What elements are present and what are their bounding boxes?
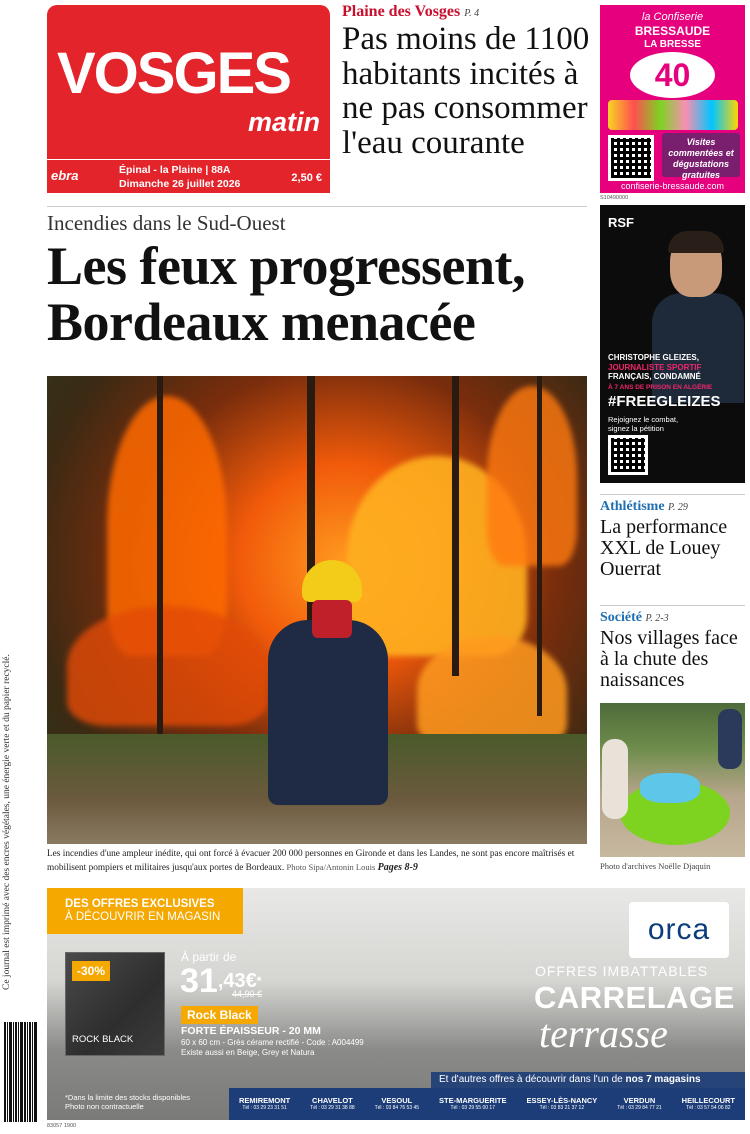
qr-code-icon[interactable] xyxy=(608,135,654,181)
societe-photo-credit: Photo d'archives Noëlle Djaquin xyxy=(600,861,711,871)
athletisme-kicker[interactable] xyxy=(600,499,688,515)
main-story-title[interactable]: Les feux progressent, Bordeaux menacée xyxy=(47,236,525,352)
orca-offers-title: DES OFFRES EXCLUSIVES xyxy=(65,898,215,910)
product-specs xyxy=(181,1025,364,1058)
stores-header-bold: nos 7 magasins xyxy=(625,1074,701,1085)
spec-size: 60 x 60 cm - Grès cérame rectifié - Code : A004499 xyxy=(181,1038,364,1047)
orca-disclaimer xyxy=(65,1093,190,1111)
visit-text: Visites commentées et dégustations gratuites xyxy=(662,133,740,177)
rsf-hashtag[interactable]: #FREEGLEIZES xyxy=(608,393,721,410)
tile-name: ROCK BLACK xyxy=(72,1034,134,1045)
top-story-section: Plaine des Vosges xyxy=(342,3,461,20)
store-item[interactable]: HEILLECOURT Tél : 03 57 54 06 82 xyxy=(681,1096,735,1111)
confiserie-line3: LA BRESSE xyxy=(644,39,701,50)
stores-list xyxy=(229,1088,745,1120)
barcode xyxy=(4,1022,44,1122)
disclaimer-stock: *Dans la limite des stocks disponibles xyxy=(65,1093,191,1102)
confiserie-url[interactable]: confiserie-bressaude.com xyxy=(620,181,725,191)
eco-print-note xyxy=(2,560,22,990)
price-star: * xyxy=(256,974,262,988)
store-item[interactable]: STE-MARGUERITE Tél : 03 29 55 00 17 xyxy=(439,1096,507,1111)
athletisme-page: P. 29 xyxy=(668,502,688,513)
stores-header xyxy=(431,1072,745,1088)
pages-ref[interactable]: Pages 8-9 xyxy=(377,861,418,873)
orca-logo[interactable]: orca xyxy=(629,902,729,958)
confiserie-ad[interactable] xyxy=(600,5,745,193)
price-old: 44,90 € xyxy=(232,989,263,999)
rsf-text-line4-wrap xyxy=(608,383,740,393)
top-story-kicker[interactable] xyxy=(342,3,479,21)
disclaimer-photo: Photo non contractuelle xyxy=(65,1102,144,1111)
athletisme-section: Athlétisme xyxy=(600,499,665,514)
orca-ad[interactable] xyxy=(47,888,745,1120)
eco-print-text: Ce journal est imprimé avec des encres végétales, une énergie verte et du papier recyclé. xyxy=(2,654,12,990)
masthead-subtitle: matin xyxy=(247,107,320,137)
photo-credit: Photo Sipa/Antonin Louis xyxy=(286,861,376,872)
store-item[interactable]: VESOUL Tél : 03 84 76 53 45 xyxy=(374,1096,420,1111)
rsf-text-line3: FRANÇAIS, CONDAMNÉ xyxy=(608,372,701,381)
edition-date: Dimanche 26 juillet 2026 xyxy=(119,178,241,190)
orca-offers-sub: À DÉCOUVRIR EN MAGASIN xyxy=(65,911,221,923)
masthead-title: VOSGES xyxy=(57,41,290,106)
societe-page: P. 2-3 xyxy=(645,613,669,624)
price-integer: 31 xyxy=(180,962,218,1000)
children-photo[interactable] xyxy=(600,703,745,857)
discount-badge: -30% xyxy=(72,961,110,981)
divider xyxy=(600,605,745,606)
store-item[interactable]: CHAVELOT Tél : 03 29 31 38 88 xyxy=(310,1096,355,1111)
rsf-text-line2: JOURNALISTE SPORTIF xyxy=(608,362,702,372)
orca-headline3: terrasse xyxy=(539,1011,668,1056)
qr-code-icon[interactable] xyxy=(608,435,648,475)
rsf-sign-line2: signez la pétition xyxy=(608,424,664,433)
divider xyxy=(47,206,587,207)
caption-text: Les incendies d'une ampleur inédite, qui ont forcé à évacuer 200 000 personnes en Gironde et dans les Landes, ne sont pas encore maîtrisés et mobilisent pompiers et militaires jusqu'aux portes de Bordeaux. xyxy=(47,849,575,873)
spec-thickness: FORTE ÉPAISSEUR - 20 MM xyxy=(181,1025,321,1037)
top-story-page: P. 4 xyxy=(464,8,480,19)
orca-headline2: CARRELAGE xyxy=(534,980,735,1015)
orca-offers-banner xyxy=(47,888,243,934)
ad-code: 83057 1900 xyxy=(47,1123,77,1129)
top-story-title[interactable]: Pas moins de 1100 habitants incités à ne pas consommer l'eau courante xyxy=(342,21,590,161)
candy-image xyxy=(608,100,738,130)
masthead-info-bar xyxy=(47,159,330,193)
main-story-kicker[interactable]: Incendies dans le Sud-Ouest xyxy=(47,211,286,235)
confiserie-line1: la Confiserie xyxy=(641,11,704,23)
price-from: À partir de xyxy=(181,950,237,964)
confiserie-line2: BRESSAUDE xyxy=(634,24,711,38)
edition-location: Épinal - la Plaine | 88A xyxy=(119,164,231,176)
firefighter-mask xyxy=(312,600,352,638)
rsf-message xyxy=(608,353,740,382)
anniversary-badge: 40 xyxy=(630,52,715,98)
orca-headline1: OFFRES IMBATTABLES xyxy=(535,963,709,979)
product-badge: Rock Black xyxy=(181,1006,258,1024)
athletisme-title[interactable]: La performance XXL de Louey Ouerrat xyxy=(600,516,728,580)
tile-sample xyxy=(65,952,165,1056)
rsf-text-line4: À 7 ANS DE PRISON EN ALGÉRIE xyxy=(608,384,713,391)
societe-title[interactable]: Nos villages face à la chute des naissances xyxy=(600,627,738,691)
store-item[interactable]: VERDUN Tél : 03 29 84 77 21 xyxy=(617,1096,662,1111)
rsf-sign-line1: Rejoignez le combat, xyxy=(608,415,679,424)
store-item[interactable]: ESSEY-LÈS-NANCY Tél : 03 83 21 37 12 xyxy=(526,1096,598,1111)
edition-info xyxy=(119,163,240,191)
rsf-text-line1: CHRISTOPHE GLEIZES, xyxy=(608,353,699,362)
masthead[interactable] xyxy=(47,5,330,193)
ad-code: S10490000 xyxy=(600,195,629,201)
firefighter-figure xyxy=(268,620,388,805)
rsf-petition xyxy=(608,415,678,433)
issue-price: 2,50 € xyxy=(291,172,322,184)
photo-caption xyxy=(47,848,592,874)
ebra-logo: ebra xyxy=(51,168,79,183)
societe-kicker[interactable] xyxy=(600,610,669,626)
stores-header-text: Et d'autres offres à découvrir dans l'un de xyxy=(439,1074,623,1085)
rsf-ad[interactable] xyxy=(600,205,745,483)
price-decimal: ,43€ xyxy=(217,970,257,992)
divider xyxy=(600,494,745,495)
societe-section: Société xyxy=(600,610,642,625)
store-item[interactable]: REMIREMONT Tél : 03 29 23 31 51 xyxy=(238,1096,291,1111)
rsf-logo: RSF xyxy=(608,215,634,230)
spec-variants: Existe aussi en Beige, Grey et Natura xyxy=(181,1048,315,1057)
